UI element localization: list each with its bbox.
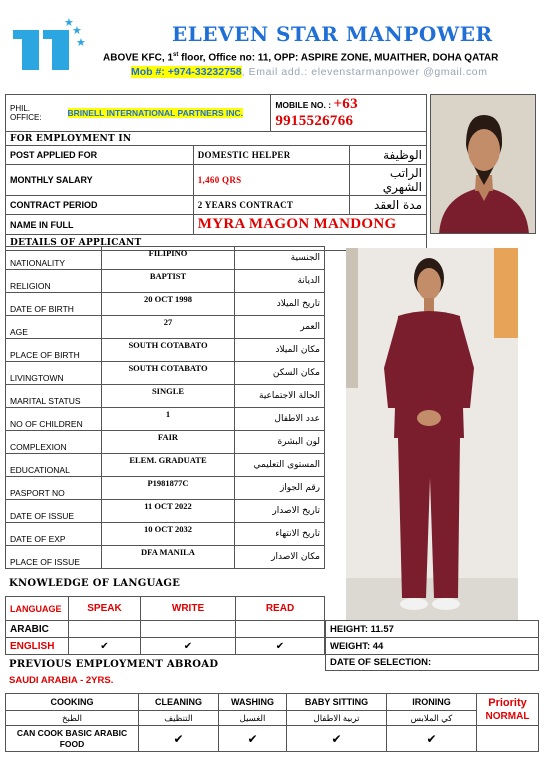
detail-label: MARITAL STATUS (6, 385, 102, 408)
contract-value: 2 YEARS CONTRACT (193, 196, 349, 215)
detail-value: SOUTH COTABATO (102, 339, 235, 362)
detail-row (6, 339, 325, 362)
row-label: MONTHLY SALARY (6, 165, 194, 196)
check-cell (69, 621, 141, 638)
check-cell: ✔ (387, 726, 477, 752)
detail-value: SOUTH COTABATO (102, 362, 235, 385)
full-name: MYRA MAGON MANDONG (193, 215, 426, 235)
language-name: ARABIC (6, 621, 69, 638)
mobile-cell: MOBILE NO. : +63 9915526766 (271, 95, 427, 132)
detail-label: RELIGION (6, 270, 102, 293)
detail-row (6, 454, 325, 477)
check-cell: ✔ (236, 638, 325, 655)
detail-row (6, 385, 325, 408)
empty-cell (477, 726, 539, 752)
detail-arabic: المستوى التعليمي (235, 454, 325, 477)
row-arabic: مدة العقد (349, 196, 426, 215)
detail-value: FILIPINO (102, 247, 235, 270)
detail-label: PASPORT NO (6, 477, 102, 500)
detail-arabic: رقم الجواز (235, 477, 325, 500)
check-cell (236, 621, 325, 638)
detail-label: DATE OF BIRTH (6, 293, 102, 316)
detail-arabic: العمر (235, 316, 325, 339)
skill-header: IRONING (387, 694, 477, 711)
skill-header: COOKING (6, 694, 139, 711)
cooking-note: CAN COOK BASIC ARABIC FOOD (6, 726, 139, 752)
detail-label: NATIONALITY (6, 247, 102, 270)
measurements-table (325, 620, 539, 671)
detail-arabic: مكان الاصدار (235, 546, 325, 569)
row-arabic: الوظيفة (349, 146, 426, 165)
detail-label: DATE OF EXP (6, 523, 102, 546)
detail-arabic: تاريخ الانتهاء (235, 523, 325, 546)
detail-label: NO OF CHILDREN (6, 408, 102, 431)
skill-header: CLEANING (139, 694, 219, 711)
details-title: DETAILS OF APPLICANT (6, 235, 427, 251)
detail-row (6, 316, 325, 339)
check-cell: ✔ (69, 638, 141, 655)
detail-value: 10 OCT 2032 (102, 523, 235, 546)
employment-table (5, 94, 427, 251)
previous-title: PREVIOUS EMPLOYMENT ABROAD (9, 659, 219, 670)
company-logo: ★ ★ ★ (10, 18, 80, 70)
skill-arabic: الغسيل (219, 711, 287, 726)
detail-label: AGE (6, 316, 102, 339)
email-address: , Email add.: elevenstarmanpower @gmail.com (241, 66, 488, 78)
language-header: LANGUAGE (6, 597, 69, 621)
detail-row (6, 500, 325, 523)
employment-title: FOR EMPLOYMENT IN (6, 132, 427, 146)
company-name: ELEVEN STAR MANPOWER (172, 22, 493, 46)
detail-arabic: تاريخ الاصدار (235, 500, 325, 523)
detail-row (6, 477, 325, 500)
detail-arabic: لون البشرة (235, 431, 325, 454)
detail-row (6, 408, 325, 431)
detail-arabic: الديانة (235, 270, 325, 293)
check-cell (141, 621, 236, 638)
speak-header: SPEAK (69, 597, 141, 621)
detail-value: BAPTIST (102, 270, 235, 293)
detail-value: 27 (102, 316, 235, 339)
detail-label: PLACE OF BIRTH (6, 339, 102, 362)
skill-arabic: تربية الاطفال (287, 711, 387, 726)
previous-value: SAUDI ARABIA - 2YRS. (9, 675, 114, 686)
weight-value: WEIGHT: 44 (326, 638, 539, 655)
write-header: WRITE (141, 597, 236, 621)
detail-arabic: تاريخ الميلاد (235, 293, 325, 316)
check-cell: ✔ (287, 726, 387, 752)
detail-value: 20 OCT 1998 (102, 293, 235, 316)
detail-label: LIVINGTOWN (6, 362, 102, 385)
detail-label: PLACE OF ISSUE (6, 546, 102, 569)
detail-row (6, 362, 325, 385)
detail-row (6, 431, 325, 454)
detail-value: P1981877C (102, 477, 235, 500)
detail-row (6, 546, 325, 569)
detail-arabic: مكان الميلاد (235, 339, 325, 362)
language-name: ENGLISH (6, 638, 69, 655)
details-table (5, 246, 325, 569)
detail-row (6, 293, 325, 316)
detail-label: COMPLEXION (6, 431, 102, 454)
office-name: BRINELL INTERNATIONAL PARTNERS INC. (68, 95, 271, 132)
detail-row (6, 247, 325, 270)
detail-label: EDUCATIONAL (6, 454, 102, 477)
priority-cell: Priority NORMAL (477, 694, 539, 726)
skills-table (5, 693, 539, 752)
check-cell: ✔ (141, 638, 236, 655)
company-address: ABOVE KFC, 1st floor, Office no: 11, OPP: ASPIRE ZONE, MUAITHER, DOHA QATAR (103, 52, 499, 64)
check-cell: ✔ (219, 726, 287, 752)
language-title: KNOWLEDGE OF LANGUAGE (9, 578, 181, 589)
post-applied-value: DOMESTIC HELPER (193, 146, 349, 165)
height-value: HEIGHT: 11.57 (326, 621, 539, 638)
row-label: CONTRACT PERIOD (6, 196, 194, 215)
skill-arabic: الطبخ (6, 711, 139, 726)
detail-value: SINGLE (102, 385, 235, 408)
detail-value: 11 OCT 2022 (102, 500, 235, 523)
check-cell: ✔ (139, 726, 219, 752)
salary-value: 1,460 QRS (193, 165, 349, 196)
detail-arabic: عدد الاطفال (235, 408, 325, 431)
detail-arabic: الجنسية (235, 247, 325, 270)
skill-arabic: كي الملابس (387, 711, 477, 726)
detail-value: FAIR (102, 431, 235, 454)
name-label: NAME IN FULL (6, 215, 194, 235)
date-of-selection: DATE OF SELECTION: (326, 655, 539, 671)
detail-value: ELEM. GRADUATE (102, 454, 235, 477)
detail-label: DATE OF ISSUE (6, 500, 102, 523)
office-label: PHIL. OFFICE: (6, 95, 68, 132)
detail-arabic: الحالة الاجتماعية (235, 385, 325, 408)
detail-value: DFA MANILA (102, 546, 235, 569)
headshot-photo (430, 94, 536, 234)
full-body-photo (346, 248, 518, 620)
mobile-number: Mob #: +974-33232758 (131, 66, 242, 78)
skill-header: WASHING (219, 694, 287, 711)
contact-line (131, 66, 488, 78)
row-label: POST APPLIED FOR (6, 146, 194, 165)
read-header: READ (236, 597, 325, 621)
skill-header: BABY SITTING (287, 694, 387, 711)
detail-row (6, 523, 325, 546)
detail-value: 1 (102, 408, 235, 431)
detail-row (6, 270, 325, 293)
language-table (5, 596, 325, 655)
skill-arabic: التنظيف (139, 711, 219, 726)
row-arabic: الراتب الشهري (349, 165, 426, 196)
detail-arabic: مكان السكن (235, 362, 325, 385)
